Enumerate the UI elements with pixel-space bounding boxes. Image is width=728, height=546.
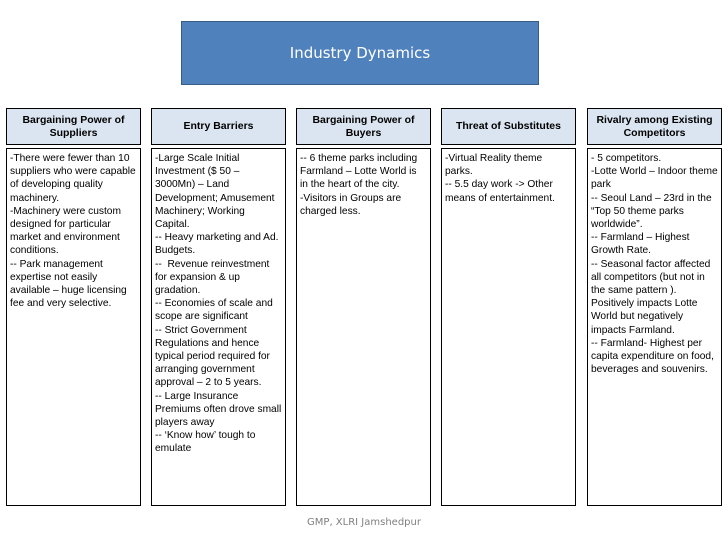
column-rivalry: [587, 108, 722, 506]
column-body: [587, 148, 722, 506]
column-line: -Visitors in Groups are charged less.: [300, 192, 405, 217]
column-line: -There were fewer than 10 suppliers who were capable of developing quality machinery.: [10, 153, 139, 204]
column-body: [151, 148, 286, 506]
column-body: [296, 148, 431, 506]
column-substitutes: [441, 108, 576, 506]
column-line: -- Economies of scale and scope are significant: [155, 298, 276, 323]
column-line: -Virtual Reality theme parks.: [445, 153, 546, 178]
column-line: -- Revenue reinvestment for expansion & up gradation.: [155, 258, 273, 297]
column-header: Bargaining Power of Buyers: [296, 108, 431, 145]
column-line: -- ‘Know how’ tough to emulate: [155, 430, 259, 455]
column-line: -- Farmland – Highest Growth Rate.: [591, 232, 693, 257]
column-line: - 5 competitors.: [591, 153, 662, 164]
column-line: -Lotte World – Indoor theme park: [591, 166, 721, 191]
column-header: Threat of Substitutes: [441, 108, 576, 145]
column-line: -- Large Insurance Premiums often drove small players away: [155, 390, 285, 429]
column-entry-barriers: [151, 108, 286, 506]
column-line: -- Seoul Land – 23rd in the “Top 50 theme parks worldwide”.: [591, 192, 715, 231]
column-line: -- Heavy marketing and Ad. Budgets.: [155, 232, 282, 257]
column-header: Bargaining Power of Suppliers: [6, 108, 141, 145]
title-box: [181, 21, 539, 85]
column-line: -- 5.5 day work -> Other means of entertainment.: [445, 179, 556, 204]
column-buyers: [296, 108, 431, 506]
column-line: -- Strict Government Regulations and hence typical period required for arranging government approval – 2 to 5 years.: [155, 324, 273, 389]
diagram-title: Industry Dynamics: [289, 44, 431, 62]
column-suppliers: [6, 108, 141, 506]
column-line: -- Park management expertise not easily available – huge licensing fee and very selective.: [10, 258, 130, 310]
column-line: -- Farmland- Highest per capita expenditure on food, beverages and souvenirs.: [591, 337, 717, 376]
footer-text: GMP, XLRI Jamshedpur: [307, 517, 421, 528]
column-body: [441, 148, 576, 506]
column-body: [6, 148, 141, 506]
column-header: Entry Barriers: [151, 108, 286, 145]
column-line: -- Seasonal factor affected all competitors (but not in the same pattern ). Positively impacts Lotte World but negatively impacts Farmland.: [591, 258, 714, 336]
column-header: Rivalry among Existing Competitors: [587, 108, 722, 145]
column-line: -Large Scale Initial Investment ($ 50 – 3000Mn) – Land Development; Amusement Machinery; Working Capital.: [155, 153, 278, 231]
column-line: -- 6 theme parks including Farmland – Lotte World is in the heart of the city.: [300, 153, 421, 191]
column-line: -Machinery were custom designed for particular market and environment conditions.: [10, 205, 124, 257]
